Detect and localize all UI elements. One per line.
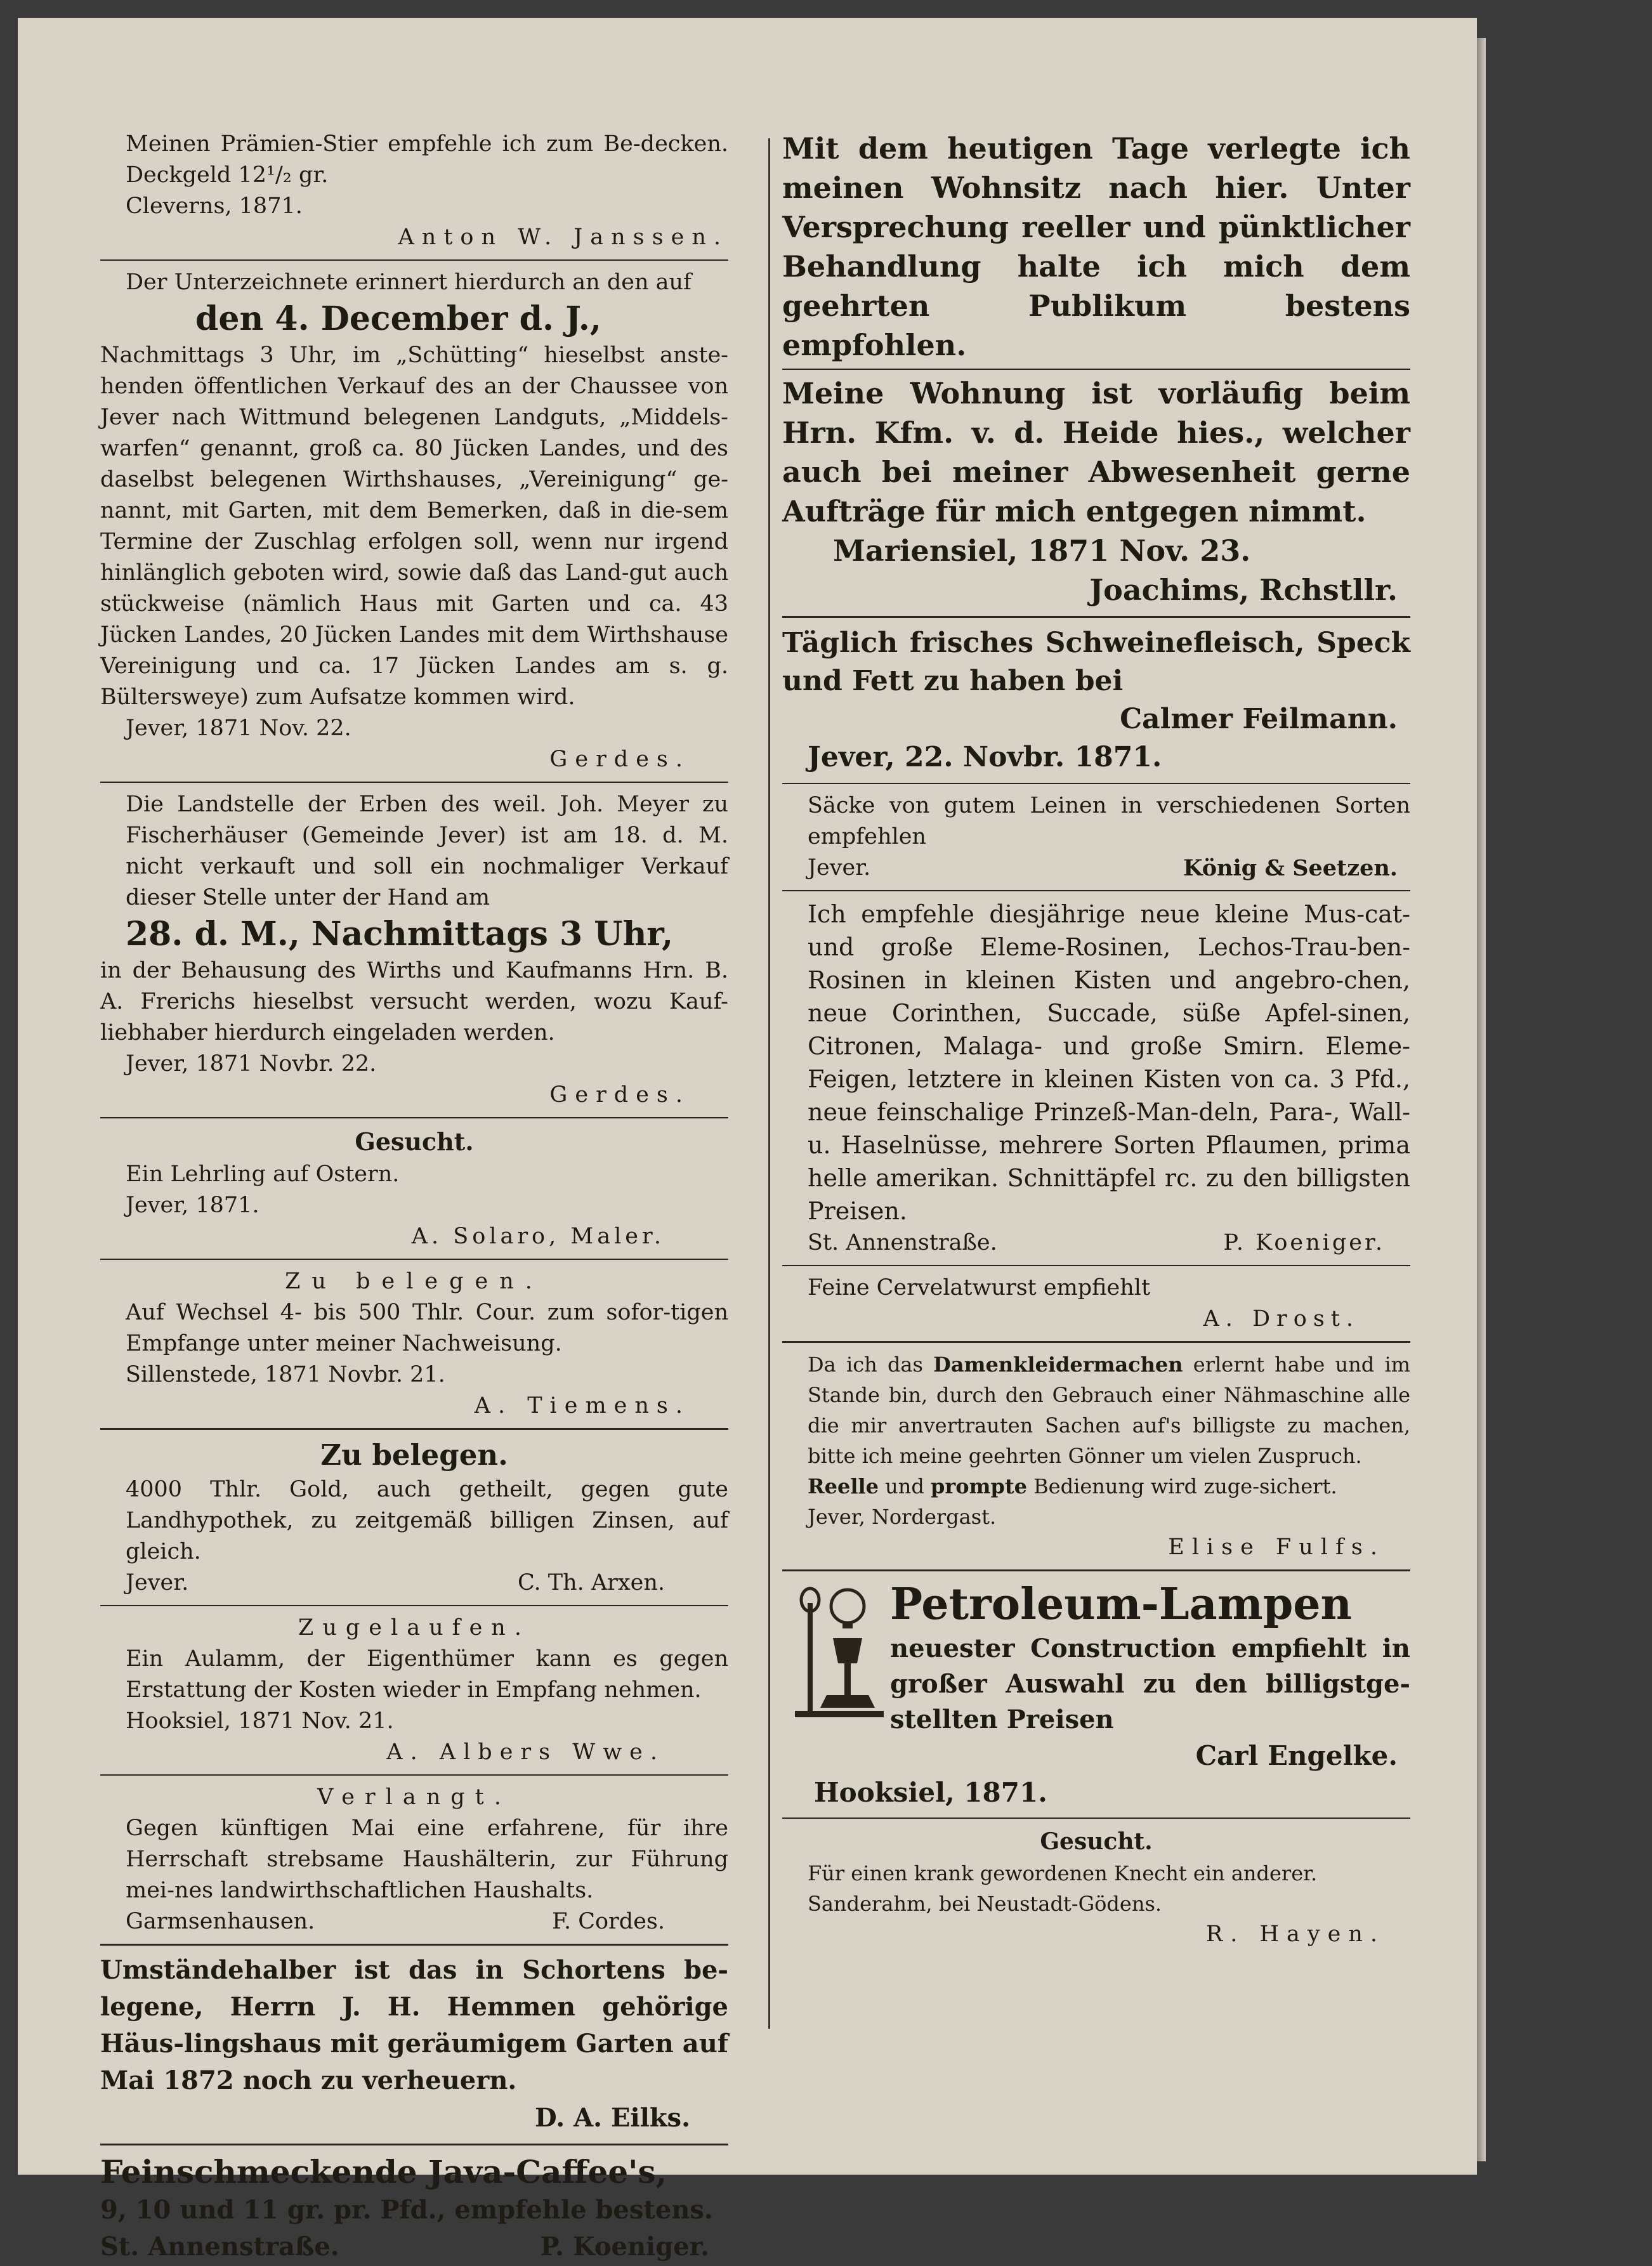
lamp-ad-text — [890, 1578, 1410, 1738]
ad-signature: A. Albers Wwe. — [386, 1739, 665, 1765]
ad-zugelaufen — [100, 1613, 728, 1768]
ad-headline: Feinschmeckende Java-Caffee's, — [100, 2153, 667, 2191]
ad-bold-term: Reelle — [808, 1474, 879, 1498]
ad-petroleum-lampen — [782, 1578, 1410, 1811]
ad-body: Ich empfehle diesjährige neue kleine Mus-cat- und große Eleme-Rosinen, Lechos-Trau-ben-Rosinen in kleinen Kisten und angebro-chen, neue Corinthen, Succade, süße Apfel-sinen, Citronen, Malaga- und große Smirn. Eleme-Feigen, letztere in kleinen Kisten von ca. 3 Pfd., neue feinschalige Prinzeß-Man-deln, Para-, Wall- u. Haselnüsse, mehrere Sorten Pflaumen, prima helle amerikan. Schnittäpfel rc. zu den billigsten Preisen. — [808, 900, 1410, 1225]
ad-body: Nachmittags 3 Uhr, im „Schütting“ hieselbst anste-henden öffentlichen Verkauf des an der Chaussee von Jever nach Wittmund belegenen Landguts, „Middels-warfen“ genannt, groß ca. 80 Jücken Landes, und des daselbst belegenen Wirthshauses, „Vereinigung“ ge-nannt, mit Garten, mit dem Bemerken, daß in die-sem Termine der Zuschlag erfolgen soll, wenn nur irgend hinlänglich geboten wird, sowie daß das Land-gut auch stückweise (nämlich Haus mit Garten und ca. 43 Jücken Landes, 20 Jücken Landes mit dem Wirthshause Vereinigung und ca. 17 Jücken Landes am s. g. Bültersweye) zum Aufsatze kommen wird. — [100, 343, 728, 710]
ad-signature: König & Seetzen. — [1183, 855, 1398, 881]
ad-haeuslingshaus — [100, 1952, 728, 2137]
ad-date-headline: den 4. December d. J., — [195, 299, 601, 338]
ad-footer — [100, 1568, 728, 1599]
ad-title: Zu belegen. — [320, 1438, 508, 1472]
ad-place: St. Annenstraße. — [808, 1230, 997, 1255]
ad-body: Ein Lehrling auf Ostern. — [126, 1162, 400, 1187]
ad-body: Säcke von gutem Leinen in verschiedenen Sorten empfehlen — [808, 793, 1410, 849]
ad-java-caffee — [100, 2152, 728, 2266]
ad-body: Für einen krank gewordenen Knecht ein anderer. — [808, 1861, 1318, 1885]
ad-place: Jever, 1871. — [126, 1193, 259, 1218]
ad-text: Bedienung wird zuge-sichert. — [1033, 1474, 1337, 1498]
ad-text: und — [885, 1474, 924, 1498]
ad-landgut-verkauf — [100, 267, 728, 775]
ad-title: Petroleum-Lampen — [890, 1579, 1352, 1630]
ad-title: Zugelaufen. — [298, 1615, 530, 1641]
divider — [100, 1944, 728, 1946]
ad-text: Da ich das — [808, 1352, 923, 1377]
ad-place: Garmsenhausen. — [126, 1909, 315, 1934]
ad-place: Sillenstede, 1871 Novbr. 21. — [126, 1362, 445, 1387]
ad-place: Jever, 1871 Nov. 22. — [126, 716, 351, 741]
ad-place: Hooksiel, 1871. — [814, 1777, 1047, 1808]
divider — [782, 1265, 1410, 1266]
ad-place: Jever. — [126, 1570, 189, 1595]
ad-place: Mariensiel, 1871 Nov. 23. — [833, 534, 1251, 568]
divider — [100, 259, 728, 261]
ad-cervelatwurst — [782, 1273, 1410, 1335]
ad-body: Auf Wechsel 4- bis 500 Thlr. Cour. zum sofor-tigen Empfange unter meiner Nachweisung. — [126, 1300, 728, 1356]
ad-landstelle — [100, 789, 728, 1111]
divider — [782, 1569, 1410, 1571]
divider — [782, 1817, 1410, 1819]
divider — [782, 616, 1410, 618]
ad-place: Cleverns, 1871. — [126, 193, 303, 219]
column-divider — [768, 138, 770, 2029]
ad-signature: Joachims, Rchstllr. — [1089, 573, 1398, 607]
ad-title: Zu belegen. — [285, 1269, 544, 1294]
ad-signature: Carl Engelke. — [1195, 1740, 1398, 1771]
divider — [100, 1259, 728, 1260]
divider — [100, 2144, 728, 2145]
ad-wohnsitz — [782, 129, 1410, 610]
ad-verlangt — [100, 1782, 728, 1937]
ad-body: 4000 Thlr. Gold, auch getheilt, gegen gute Landhypothek, zu zeitgemäß billigen Zinsen, auf gleich. — [126, 1477, 728, 1564]
newspaper-page — [18, 18, 1477, 2262]
ad-body: Meinen Prämien-Stier empfehle ich zum Be-decken. Deckgeld 12¹/₂ gr. — [126, 131, 728, 188]
ad-intro: Der Unterzeichnete erinnert hierdurch an den auf — [126, 270, 692, 295]
left-column — [100, 129, 728, 2266]
ad-text: erlernt habe und im Stande bin, durch den Gebrauch einer Nähmaschine alle die mir anvertrauten Sachen auf's billigste zu machen, bitte ich meine geehrten Gönner um vielen Zuspruch. — [808, 1352, 1411, 1468]
ad-signature: F. Cordes. — [552, 1909, 665, 1934]
ad-footer — [100, 1906, 728, 1937]
ad-body: Feine Cervelatwurst empfiehlt — [808, 1275, 1151, 1300]
ad-signature: A. Drost. — [1203, 1306, 1360, 1332]
ad-place: Jever, 1871 Novbr. 22. — [126, 1051, 377, 1077]
ad-footer — [100, 2228, 728, 2266]
ad-signature: D. A. Eilks. — [534, 2103, 690, 2133]
ad-body-2 — [782, 1471, 1410, 1502]
lamp-ad-row — [782, 1578, 1410, 1738]
divider — [100, 1428, 728, 1430]
ad-body — [782, 1349, 1410, 1471]
ad-zu-belegen-gold — [100, 1436, 728, 1599]
ad-footer — [782, 1228, 1410, 1259]
ad-gesucht-knecht — [782, 1825, 1410, 1950]
ad-signature: Elise Fulfs. — [1168, 1535, 1385, 1560]
ad-signature: A. Solaro, Maler. — [411, 1224, 665, 1249]
ad-signature: Calmer Feilmann. — [1120, 703, 1398, 735]
ad-gesucht-lehrling — [100, 1125, 728, 1252]
ad-footer — [782, 853, 1410, 884]
divider — [782, 1341, 1410, 1343]
ad-title: Gesucht. — [355, 1127, 474, 1156]
lamp-illustration-icon — [782, 1578, 890, 1736]
ad-body: Täglich frisches Schweinefleisch, Speck und Fett zu haben bei — [782, 627, 1410, 697]
ad-place: Jever, 22. Novbr. 1871. — [808, 741, 1162, 773]
ad-saecke — [782, 790, 1410, 884]
ad-place: Jever, Nordergast. — [808, 1505, 997, 1529]
divider — [100, 1605, 728, 1606]
ad-place: Hooksiel, 1871 Nov. 21. — [126, 1708, 394, 1734]
ad-body-2: in der Behausung des Wirths und Kaufmanns Hrn. B. A. Frerichs hieselbst versucht werden, wozu Kauf-liebhaber hierdurch eingeladen werden. — [100, 958, 728, 1045]
ad-rosinen — [782, 898, 1410, 1259]
divider — [782, 369, 1410, 370]
divider — [782, 890, 1410, 891]
ad-signature: P. Koeniger. — [540, 2232, 709, 2262]
ad-signature: P. Koeniger. — [1223, 1230, 1385, 1255]
ad-bold-term: prompte — [931, 1474, 1027, 1498]
ad-place: St. Annenstraße. — [100, 2232, 339, 2262]
ad-body: Mit dem heutigen Tage verlegte ich meinen Wohnsitz nach hier. Unter Versprechung reeller und pünktlicher Behandlung halte ich mich dem geehrten Publikum bestens empfohlen. — [782, 131, 1410, 362]
ad-body-2: Meine Wohnung ist vorläufig beim Hrn. Kfm. v. d. Heide hies., welcher auch bei meiner Abwesenheit gerne Aufträge für mich entgegen nimmt. — [782, 376, 1410, 528]
ad-signature: Anton W. Janssen. — [398, 225, 728, 250]
ad-body: Ein Aulamm, der Eigenthümer kann es gegen Erstattung der Kosten wieder in Empfang nehmen. — [126, 1646, 728, 1703]
page-edge — [1477, 38, 1486, 2161]
ad-title: Verlangt. — [317, 1785, 511, 1810]
ad-date-headline: 28. d. M., Nachmittags 3 Uhr, — [126, 915, 674, 953]
ad-body: 9, 10 und 11 gr. pr. Pfd., empfehle bestens. — [100, 2195, 713, 2225]
ad-body: Die Landstelle der Erben des weil. Joh. Meyer zu Fischerhäuser (Gemeinde Jever) ist am 18. d. M. nicht verkauft und soll ein nochmaliger Verkauf dieser Stelle unter der Hand am — [126, 792, 728, 910]
ad-title: Gesucht. — [1040, 1828, 1153, 1855]
right-column — [782, 129, 1410, 1950]
divider — [100, 1117, 728, 1118]
ad-place: Jever. — [808, 855, 871, 881]
ad-place: Sanderahm, bei Neustadt-Gödens. — [808, 1892, 1162, 1916]
divider — [100, 782, 728, 783]
ad-signature: Gerdes. — [549, 747, 690, 772]
ad-signature: A. Tiemens. — [474, 1393, 690, 1418]
ad-signature: Gerdes. — [549, 1082, 690, 1108]
ad-damenkleidermachen — [782, 1349, 1410, 1563]
ad-body: neuester Construction empfiehlt in großer Auswahl zu den billigstge-stellten Preisen — [890, 1634, 1410, 1734]
ad-body: Gegen künftigen Mai eine erfahrene, für ihre Herrschaft strebsame Haushälterin, zur Führung mei-nes landwirthschaftlichen Haushalts. — [126, 1816, 728, 1903]
ad-praemien-stier — [100, 129, 728, 253]
ad-signature: R. Hayen. — [1205, 1922, 1385, 1947]
ad-zu-belegen-wechsel — [100, 1266, 728, 1422]
divider — [100, 1774, 728, 1776]
ad-schweinefleisch — [782, 624, 1410, 776]
ad-signature: C. Th. Arxen. — [517, 1570, 665, 1595]
divider — [782, 783, 1410, 784]
ad-body: Umständehalber ist das in Schortens be-legene, Herrn J. H. Hemmen gehörige Häus-lingshaus mit geräumigem Garten auf Mai 1872 noch zu verheuern. — [100, 1955, 728, 2095]
ad-bold-term: Damenkleidermachen — [933, 1352, 1183, 1377]
